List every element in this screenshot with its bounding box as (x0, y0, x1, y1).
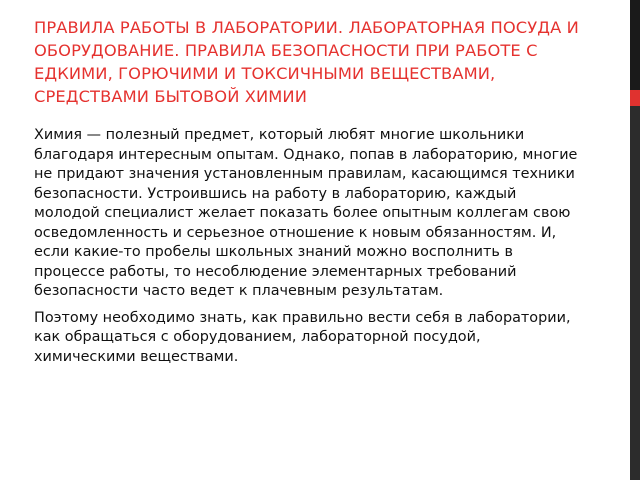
slide-body (34, 126, 582, 374)
side-decoration-bar (630, 0, 640, 480)
side-bar-top-segment (630, 0, 640, 90)
paragraph-intro: Химия — полезный предмет, который любят многие школьники благодаря интересным опытам. Однако, попав в лабораторию, многие не придают значения установленным правилам, касающимся техники безопасности. Устроившись на работу в лабораторию, каждый молодой специалист желает показать более опытным коллегам свою осведомленность и серьезное отношение к новым обязанностям. И, если какие-то пробелы школьных знаний можно восполнить в процессе работы, то несоблюдение элементарных требований безопасности часто ведет к плачевным результатам. (34, 127, 578, 299)
paragraph-conclusion: Поэтому необходимо знать, как правильно вести себя в лаборатории, как обращаться с оборудованием, лабораторной посудой, химическими веществами. (34, 309, 571, 365)
side-bar-bottom-segment (630, 106, 640, 480)
slide-title: ПРАВИЛА РАБОТЫ В ЛАБОРАТОРИИ. ЛАБОРАТОРНАЯ ПОСУДА И ОБОРУДОВАНИЕ. ПРАВИЛА БЕЗОПАСНОСТИ ПРИ РАБОТЕ С ЕДКИМИ, ГОРЮЧИМИ И ТОКСИЧНЫМИ ВЕЩЕСТВАМИ, СРЕДСТВАМИ БЫТОВОЙ ХИМИИ (34, 18, 579, 106)
side-bar-accent-segment (630, 90, 640, 106)
